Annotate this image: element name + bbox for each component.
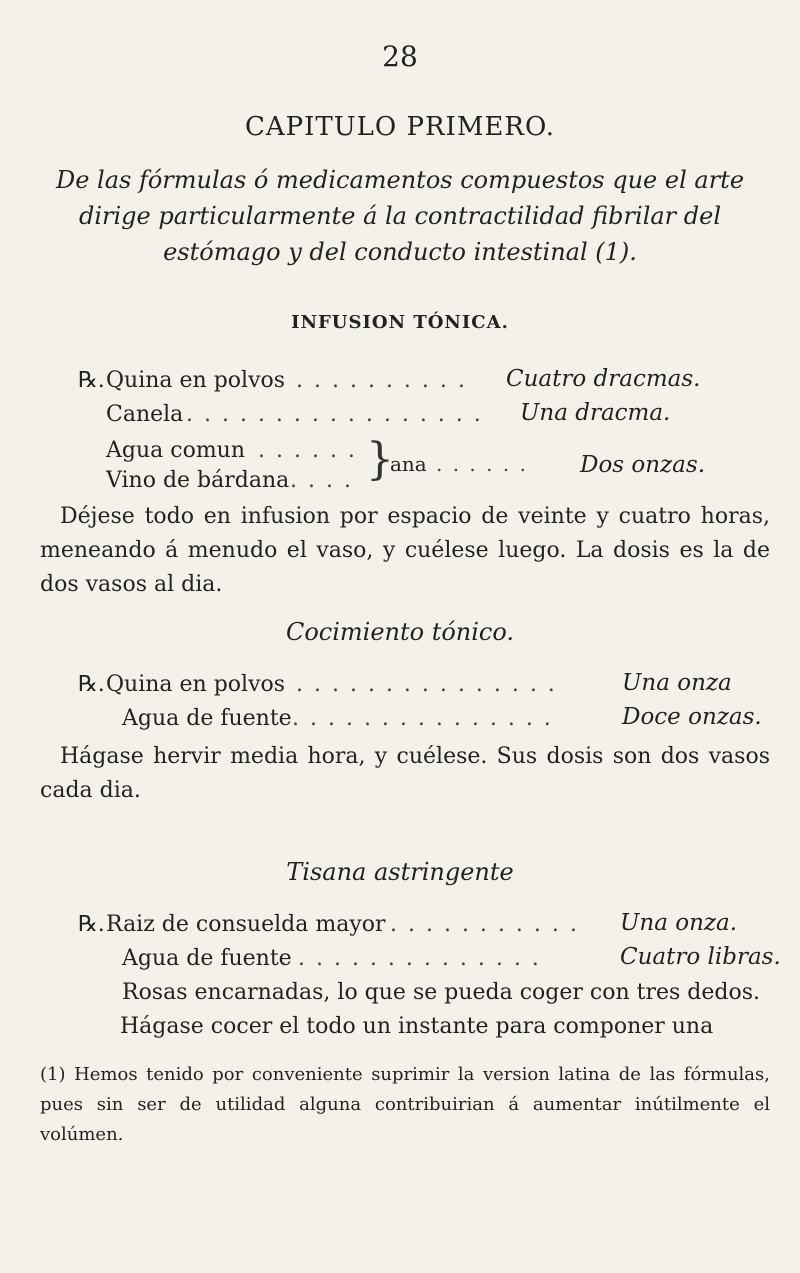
ana-label: ana [390, 452, 427, 476]
dot-leaders: . . . . . . . . . . [296, 368, 467, 393]
ingredient-name: Canela [106, 402, 184, 427]
instructions-paragraph: Hágase hervir media hora, y cuélese. Sus dosis son dos vasos cada dia. [40, 744, 770, 803]
footnote: (1) Hemos tenido por conveniente suprimir la version latina de las fórmulas, pues sin ser de utilidad alguna contribuirian á aumentar inútilmente el volúmen. [40, 1064, 770, 1145]
ingredient-quantity: Una dracma. [520, 400, 671, 426]
dot-leaders: . . . . . . . . . . . . . . . [296, 672, 557, 697]
ingredient-name: Quina en polvos [106, 368, 286, 393]
rx-symbol: ℞. [78, 672, 105, 697]
chapter-title: CAPITULO PRIMERO. [244, 112, 556, 142]
rx-symbol: ℞. [78, 912, 105, 937]
dot-leaders: . . . . . . [436, 452, 528, 476]
ingredient-quantity: Una onza. [620, 910, 738, 936]
ingredient-name: Agua de fuente [122, 946, 292, 971]
ingredient-name: Agua comun [106, 438, 246, 463]
ingredient-quantity: Una onza [622, 670, 732, 696]
section-heading-tisana: Tisana astringente [286, 858, 514, 886]
rx-symbol: ℞. [78, 368, 105, 393]
extra-line: Rosas encarnadas, lo que se pueda coger con tres dedos. [122, 980, 760, 1005]
ingredient-quantity: Cuatro libras. [620, 944, 781, 970]
ingredient-name: Quina en polvos [106, 672, 286, 697]
instructions-paragraph: Hágase cocer el todo un instante para componer una [120, 1014, 714, 1039]
dot-leaders: . . . . . . [258, 438, 357, 463]
dot-leaders: . . . . [290, 468, 353, 493]
ingredient-name: Vino de bárdana [106, 468, 290, 493]
grouping-brace: } [366, 434, 394, 485]
section-heading-cocimiento: Cocimiento tónico. [285, 618, 515, 646]
ingredient-quantity: Dos onzas. [580, 452, 706, 478]
page-number: 28 [382, 40, 418, 73]
dot-leaders: . . . . . . . . . . . [390, 912, 579, 937]
subtitle: De las fórmulas ó medicamentos compuestos que el arte dirige particularmente á la contractilidad fibrilar del estómago y del conducto intestinal (1). [55, 166, 745, 266]
ingredient-quantity: Cuatro dracmas. [506, 366, 701, 392]
dot-leaders: . . . . . . . . . . . . . . . [292, 706, 553, 731]
ingredient-quantity: Doce onzas. [622, 704, 762, 730]
ingredient-name: Raiz de consuelda mayor [106, 912, 386, 937]
dot-leaders: . . . . . . . . . . . . . . . . . [186, 402, 483, 427]
instructions-paragraph: Déjese todo en infusion por espacio de veinte y cuatro horas, meneando á menudo el vaso, y cuélese luego. La dosis es la de dos vasos al dia. [40, 504, 770, 597]
ingredient-name: Agua de fuente [122, 706, 292, 731]
section-heading-infusion: INFUSION TÓNICA. [291, 312, 509, 333]
dot-leaders: . . . . . . . . . . . . . . . [280, 946, 541, 971]
